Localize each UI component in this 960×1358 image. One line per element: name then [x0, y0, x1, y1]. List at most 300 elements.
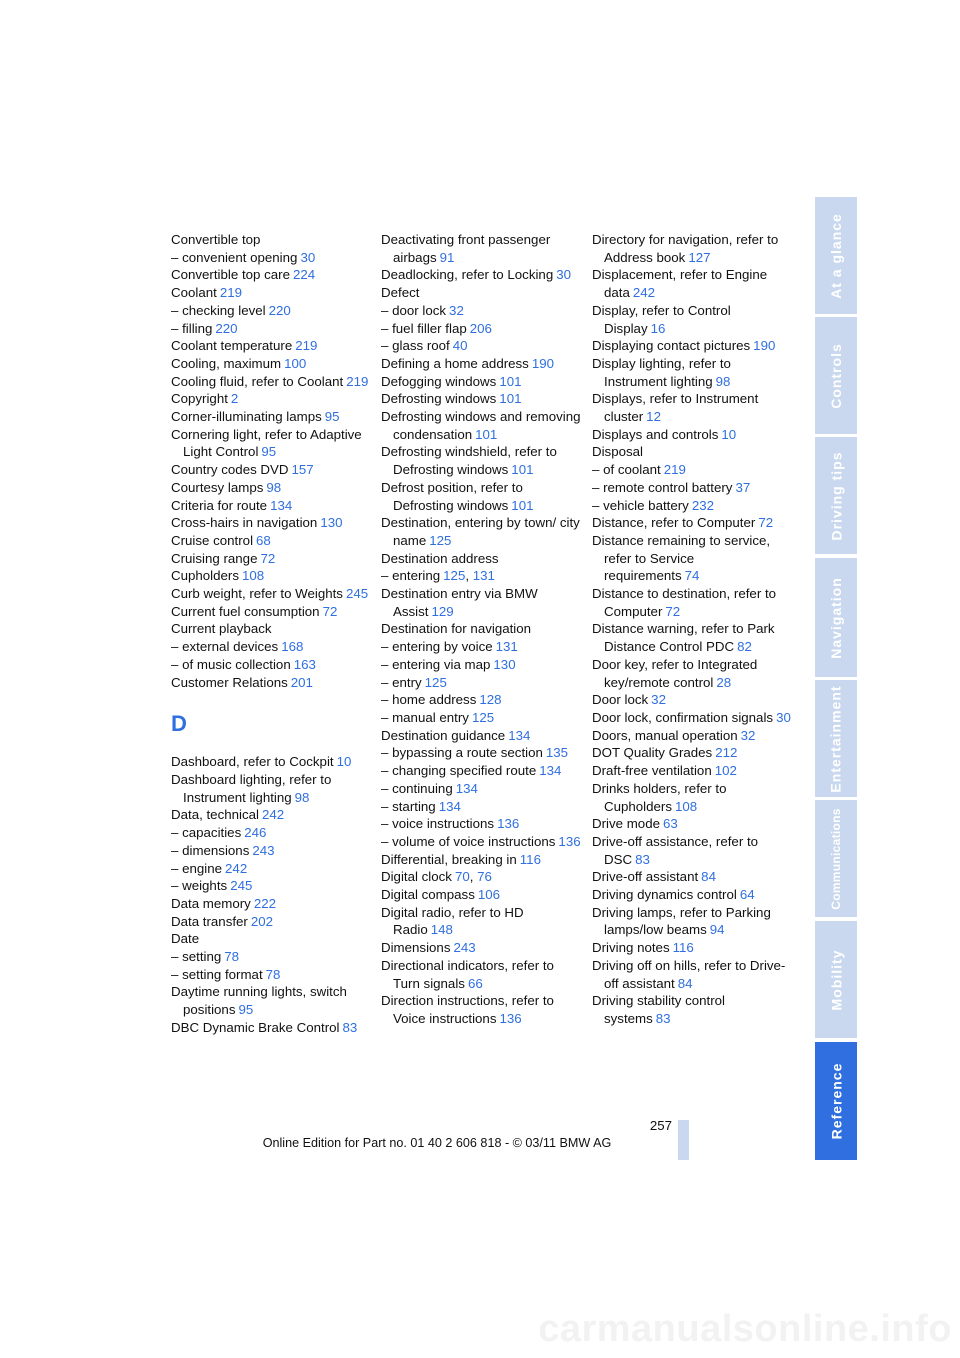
- index-entry: [171, 948, 371, 966]
- index-term: Coolant: [171, 285, 217, 301]
- index-term: – weights: [171, 878, 228, 894]
- index-entry: [592, 762, 792, 780]
- index-entry: [381, 373, 581, 391]
- index-term: Destination, entering by town/ city name: [381, 515, 580, 548]
- tab-label: Driving tips: [828, 450, 845, 541]
- page-link[interactable]: 130: [320, 515, 343, 531]
- index-term: Date: [171, 931, 200, 947]
- page-link[interactable]: 190: [753, 338, 776, 354]
- index-entry: [381, 744, 581, 762]
- index-term: Customer Relations: [171, 674, 288, 690]
- index-term: – entry: [381, 674, 422, 690]
- tab-navigation[interactable]: [815, 558, 857, 677]
- index-term: Copyright: [171, 391, 228, 407]
- index-term: Destination for navigation: [381, 621, 532, 637]
- tab-communications[interactable]: [815, 800, 857, 917]
- page-link[interactable]: 246: [244, 825, 267, 841]
- index-entry: [171, 753, 371, 771]
- index-term: Displaying contact pictures: [592, 338, 751, 354]
- index-term: – engine: [171, 860, 223, 876]
- index-entry: [592, 833, 792, 868]
- page-link[interactable]: 12: [646, 409, 661, 425]
- index-term: Door lock: [592, 692, 649, 708]
- index-entry: [381, 674, 581, 692]
- index-term: Country codes DVD: [171, 462, 289, 478]
- index-entry: [381, 585, 581, 620]
- page-link[interactable]: 128: [479, 692, 502, 708]
- index-entry: [171, 877, 371, 895]
- page-link[interactable]: 82: [737, 639, 752, 655]
- page-link[interactable]: 83: [342, 1019, 358, 1035]
- page-link[interactable]: 101: [475, 426, 498, 442]
- index-term: – filling: [171, 320, 213, 336]
- index-term: Deadlocking, refer to Locking: [381, 267, 554, 283]
- tab-label: Controls: [828, 342, 844, 409]
- page-link[interactable]: , 131: [465, 568, 495, 583]
- page-link[interactable]: 2: [230, 391, 239, 407]
- index-entry: [592, 904, 792, 939]
- index-term: – capacities: [171, 825, 242, 841]
- page-link[interactable]: 10: [721, 426, 737, 442]
- index-entry: [171, 231, 371, 249]
- index-entries: [592, 231, 792, 1028]
- page-link[interactable]: 94: [709, 922, 725, 938]
- tab-entertainment[interactable]: [815, 680, 857, 797]
- index-entry: [592, 620, 792, 655]
- page-link[interactable]: 243: [453, 940, 476, 956]
- index-term: – fuel filler flap: [381, 320, 467, 336]
- index-entry: [171, 514, 371, 532]
- page-link[interactable]: 68: [256, 532, 271, 548]
- index-column-2: [381, 231, 581, 1028]
- page-link[interactable]: 83: [655, 1010, 671, 1026]
- page-link[interactable]: 212: [715, 745, 738, 761]
- page-link[interactable]: 243: [252, 842, 275, 858]
- page-link[interactable]: 66: [467, 975, 483, 991]
- index-term: Digital radio, refer to HD Radio: [381, 904, 524, 938]
- page-link[interactable]: 32: [449, 302, 464, 318]
- index-entry: [171, 842, 371, 860]
- index-term: Criteria for route: [171, 497, 268, 513]
- page-link[interactable]: 106: [477, 887, 501, 903]
- index-term: – convenient opening: [171, 249, 298, 265]
- page-link[interactable]: 74: [684, 568, 700, 584]
- index-term: Disposal: [592, 444, 643, 460]
- index-term: – home address: [381, 692, 477, 708]
- index-term: DOT Quality Grades: [592, 745, 713, 761]
- index-entry: [381, 408, 581, 443]
- page-link[interactable]: 219: [219, 285, 243, 301]
- index-term: Cooling, maximum: [171, 355, 282, 371]
- page-link[interactable]: 168: [281, 639, 304, 655]
- index-entry: [171, 771, 371, 806]
- page-link[interactable]: 10: [336, 754, 352, 770]
- index-term: Cruising range: [171, 550, 258, 566]
- tab-mobility[interactable]: [815, 921, 857, 1038]
- index-entry: [171, 426, 371, 461]
- index-entry: [381, 656, 581, 674]
- index-entry: [171, 266, 371, 284]
- page-link[interactable]: 242: [632, 285, 656, 301]
- index-entry: [592, 727, 792, 745]
- page-link[interactable]: 116: [672, 940, 694, 956]
- watermark: carmanualsonline.info: [538, 1308, 952, 1350]
- index-entry: [171, 860, 371, 878]
- index-term: Dimensions: [381, 940, 451, 956]
- index-term: Drive mode: [592, 816, 660, 832]
- page-link[interactable]: 134: [455, 780, 478, 796]
- index-entry: [592, 497, 792, 515]
- page-link[interactable]: 95: [261, 444, 277, 460]
- index-entry: [592, 957, 792, 992]
- page-number: 257: [649, 1118, 672, 1133]
- index-entry: [171, 824, 371, 842]
- page-link[interactable]: 72: [322, 603, 338, 619]
- index-term: Defrosting windows: [381, 391, 497, 407]
- page-link[interactable]: 101: [511, 462, 534, 478]
- page-link[interactable]: 100: [284, 355, 307, 371]
- index-entry: [171, 656, 371, 674]
- index-entry: [171, 567, 371, 585]
- page-link[interactable]: 131: [495, 639, 518, 655]
- index-entry: [381, 231, 581, 266]
- index-term: Doors, manual operation: [592, 727, 738, 743]
- index-entry: [171, 408, 371, 426]
- index-entry: [171, 461, 371, 479]
- index-entry: [381, 762, 581, 780]
- index-entry: [381, 266, 581, 284]
- index-term: Defogging windows: [381, 373, 497, 389]
- index-term: Data, technical: [171, 807, 259, 823]
- page-link[interactable]: 95: [238, 1002, 254, 1018]
- index-entry: [592, 868, 792, 886]
- index-entry: [381, 798, 581, 816]
- index-term: – checking level: [171, 302, 266, 318]
- tab-label: At a glance: [828, 212, 845, 299]
- page-link[interactable]: 30: [300, 249, 316, 265]
- index-entry: [171, 1019, 371, 1037]
- page-link[interactable]: , 76: [470, 869, 492, 884]
- index-term: Directional indicators, refer to Turn signals: [381, 957, 554, 991]
- page-link[interactable]: 220: [215, 320, 238, 336]
- index-term: – starting: [381, 798, 436, 814]
- index-term: – of coolant: [592, 462, 661, 478]
- page-link[interactable]: 63: [662, 816, 678, 832]
- index-term: – entering via map: [381, 656, 491, 672]
- index-term: Displays and controls: [592, 426, 719, 442]
- index-entry: [381, 514, 581, 549]
- index-entry: [381, 284, 581, 302]
- index-entries-d: [171, 753, 371, 1036]
- index-entry: [381, 479, 581, 514]
- page-link[interactable]: 95: [324, 409, 340, 425]
- index-term: Display lighting, refer to Instrument lighting: [592, 355, 731, 389]
- index-term: – entering by voice: [381, 639, 493, 655]
- index-entry: [592, 709, 792, 727]
- index-term: Driving lamps, refer to Parking lamps/low beams: [592, 904, 771, 938]
- index-term: – continuing: [381, 780, 453, 796]
- index-term: Daytime running lights, switch positions: [171, 984, 347, 1018]
- index-entry: [592, 815, 792, 833]
- page-link[interactable]: 206: [469, 320, 492, 336]
- page-link[interactable]: 72: [665, 603, 681, 619]
- index-entry: [171, 674, 371, 692]
- index-term: – external devices: [171, 639, 279, 655]
- index-term: Door lock, confirmation signals: [592, 709, 774, 725]
- page-link[interactable]: 163: [293, 656, 316, 672]
- page-link[interactable]: 148: [430, 922, 453, 938]
- page-link[interactable]: 222: [253, 895, 276, 911]
- page-link[interactable]: 40: [452, 338, 468, 354]
- index-entry: [171, 550, 371, 568]
- index-term: Defrosting windshield, refer to Defrosting windows: [381, 444, 557, 478]
- edition-footer: Online Edition for Part no. 01 40 2 606 818 - © 03/11 BMW AG: [262, 1136, 612, 1150]
- index-entry: [592, 231, 792, 266]
- page-link[interactable]: 125: [429, 532, 452, 548]
- index-term: – vehicle battery: [592, 497, 689, 513]
- page-link[interactable]: 157: [291, 462, 314, 478]
- page-link[interactable]: 136: [558, 833, 581, 849]
- index-term: Direction instructions, refer to Voice instructions: [381, 993, 554, 1026]
- tab-label: Mobility: [828, 949, 845, 1010]
- page-link[interactable]: 134: [438, 798, 461, 814]
- index-term: Driving off on hills, refer to Drive-off assistant: [592, 957, 786, 991]
- index-term: – glass roof: [381, 338, 450, 354]
- index-entry: [381, 833, 581, 851]
- page-link[interactable]: 70: [454, 869, 470, 885]
- index-term: Driving notes: [592, 940, 670, 956]
- index-entry: [381, 550, 581, 568]
- index-term: Current fuel consumption: [171, 603, 320, 619]
- index-term: Cupholders: [171, 568, 240, 584]
- index-entry: [592, 390, 792, 425]
- index-term: Coolant temperature: [171, 338, 293, 354]
- index-term: – door lock: [381, 302, 447, 318]
- index-entry: [592, 337, 792, 355]
- page-link[interactable]: 78: [224, 949, 240, 965]
- index-entry: [381, 957, 581, 992]
- page-link[interactable]: 232: [691, 497, 715, 513]
- index-term: Curb weight, refer to Weights: [171, 586, 343, 602]
- page-link[interactable]: 127: [688, 249, 711, 265]
- index-term: Digital compass: [381, 887, 475, 903]
- page-link[interactable]: 32: [651, 692, 666, 708]
- page-link[interactable]: 32: [740, 727, 756, 743]
- index-entry: [171, 983, 371, 1018]
- index-term: Distance to destination, refer to Computer: [592, 586, 777, 619]
- index-term: Displays, refer to Instrument cluster: [592, 391, 759, 425]
- index-term: Defrosting windows and removing condensation: [381, 409, 581, 442]
- page-link[interactable]: 84: [677, 975, 693, 991]
- index-term: Defect: [381, 285, 420, 301]
- index-entry: [592, 780, 792, 815]
- page-link[interactable]: 98: [294, 789, 310, 805]
- index-entry: [381, 727, 581, 745]
- index-term: Digital clock: [381, 869, 452, 885]
- index-term: Cross-hairs in navigation: [171, 515, 318, 531]
- index-term: Directory for navigation, refer to Address book: [592, 232, 779, 265]
- page-link[interactable]: 98: [266, 479, 282, 495]
- index-entry: [381, 638, 581, 656]
- index-entry: [171, 966, 371, 984]
- index-entry: [381, 320, 581, 338]
- index-column-1: [171, 231, 371, 1037]
- page-link[interactable]: 130: [493, 656, 516, 672]
- page-link[interactable]: 245: [230, 878, 253, 894]
- page-link[interactable]: 37: [735, 479, 751, 495]
- index-entry: [171, 390, 371, 408]
- index-term: Cooling fluid, refer to Coolant: [171, 373, 344, 389]
- index-term: Displacement, refer to Engine data: [592, 267, 768, 301]
- page-link[interactable]: 78: [265, 966, 281, 982]
- index-term: Data transfer: [171, 913, 248, 929]
- tab-controls[interactable]: [815, 317, 857, 434]
- index-term: Drive-off assistance, refer to DSC: [592, 833, 759, 867]
- page-link[interactable]: 136: [497, 816, 520, 832]
- index-entry: [171, 497, 371, 515]
- index-term: Convertible top care: [171, 267, 290, 283]
- index-term: Driving stability control systems: [592, 993, 726, 1026]
- index-term: – of music collection: [171, 656, 291, 672]
- index-entry: [381, 904, 581, 939]
- page-link[interactable]: 125: [443, 568, 466, 584]
- page-link[interactable]: 102: [714, 763, 737, 779]
- index-entry: [592, 585, 792, 620]
- index-term: – manual entry: [381, 709, 469, 725]
- index-term: – voice instructions: [381, 816, 495, 832]
- chapter-tabs: [815, 197, 857, 1160]
- index-term: Corner-illuminating lamps: [171, 409, 322, 425]
- page-link[interactable]: 108: [675, 798, 698, 814]
- page-link[interactable]: 72: [260, 550, 276, 566]
- page-link[interactable]: 101: [499, 373, 522, 389]
- index-entry: [592, 886, 792, 904]
- page-link[interactable]: 125: [424, 674, 447, 690]
- index-term: Drive-off assistant: [592, 869, 699, 885]
- tab-at-a-glance[interactable]: [815, 197, 857, 314]
- tab-reference[interactable]: [815, 1042, 857, 1160]
- tab-label: Navigation: [828, 576, 845, 659]
- index-entry: [381, 355, 581, 373]
- index-entry: [171, 302, 371, 320]
- index-term: Dashboard, refer to Cockpit: [171, 754, 334, 770]
- page-link[interactable]: 190: [531, 355, 555, 371]
- page-link[interactable]: 91: [439, 249, 455, 265]
- index-entries-c: [171, 231, 371, 691]
- index-term: Destination entry via BMW Assist: [381, 586, 538, 619]
- index-term: Distance warning, refer to Park Distance Control PDC: [592, 621, 775, 655]
- index-term: – setting: [171, 949, 222, 965]
- index-entry: [592, 744, 792, 762]
- page-link[interactable]: 134: [508, 727, 531, 743]
- index-entry: [592, 266, 792, 301]
- page-link[interactable]: 30: [776, 709, 791, 725]
- index-entry: [381, 868, 581, 886]
- page-link[interactable]: 134: [539, 763, 562, 779]
- page-link[interactable]: 64: [739, 887, 755, 903]
- page-link[interactable]: 116: [519, 851, 541, 867]
- index-term: Defining a home address: [381, 355, 529, 371]
- page-link[interactable]: 129: [431, 603, 454, 619]
- page-link[interactable]: 135: [545, 745, 569, 761]
- index-term: – remote control battery: [592, 479, 733, 495]
- index-entry: [171, 638, 371, 656]
- index-term: Destination address: [381, 550, 499, 566]
- page-link[interactable]: 72: [758, 515, 774, 531]
- page-link[interactable]: 16: [650, 320, 666, 336]
- index-term: Differential, breaking in: [381, 851, 517, 867]
- index-entry: [381, 709, 581, 727]
- index-entry: [592, 532, 792, 585]
- page-link[interactable]: 219: [295, 338, 318, 354]
- index-term: Data memory: [171, 895, 251, 911]
- page-link[interactable]: 219: [346, 373, 369, 389]
- index-term: Driving dynamics control: [592, 887, 737, 903]
- index-entry: [592, 514, 792, 532]
- index-entry: [171, 895, 371, 913]
- page-link[interactable]: 219: [663, 462, 686, 478]
- index-term: Courtesy lamps: [171, 479, 264, 495]
- page-link[interactable]: 202: [250, 913, 274, 929]
- tab-driving-tips[interactable]: [815, 437, 857, 554]
- page-link[interactable]: 134: [270, 497, 293, 513]
- index-term: Defrost position, refer to Defrosting windows: [381, 479, 523, 513]
- page-link[interactable]: 245: [345, 586, 369, 602]
- tab-label: Entertainment: [828, 684, 844, 793]
- index-entry: [592, 939, 792, 957]
- page-link[interactable]: 201: [290, 674, 313, 690]
- page-link[interactable]: 84: [701, 869, 716, 885]
- tab-label: Reference: [828, 1062, 845, 1140]
- index-term: – entering: [381, 568, 441, 584]
- page-link[interactable]: 125: [471, 709, 495, 725]
- index-term: Distance remaining to service, refer to Service requirements: [592, 532, 771, 584]
- page-link[interactable]: 83: [635, 851, 650, 867]
- index-entry: [171, 479, 371, 497]
- index-entry: [171, 355, 371, 373]
- index-entry: [171, 806, 371, 824]
- page-link[interactable]: 220: [268, 302, 291, 318]
- page-link[interactable]: 101: [511, 497, 534, 513]
- page-link[interactable]: 224: [293, 267, 316, 283]
- index-entry: [592, 656, 792, 691]
- index-entry: [592, 426, 792, 444]
- index-entry: [381, 691, 581, 709]
- index-entry: [171, 337, 371, 355]
- page-link[interactable]: 30: [556, 267, 572, 283]
- index-entry: [381, 992, 581, 1027]
- index-letter-heading: D: [171, 711, 187, 737]
- index-entry: [171, 249, 371, 267]
- index-entry: [171, 585, 371, 603]
- index-entry: [592, 355, 792, 390]
- page-link[interactable]: 98: [715, 373, 731, 389]
- index-term: Draft-free ventilation: [592, 763, 712, 779]
- page-link[interactable]: 242: [261, 807, 285, 823]
- index-entry: [381, 620, 581, 638]
- index-entry: [381, 851, 581, 869]
- index-term: Drinks holders, refer to Cupholders: [592, 780, 727, 814]
- page-link[interactable]: 101: [499, 391, 522, 407]
- index-entry: [381, 886, 581, 904]
- index-entry: [592, 479, 792, 497]
- page-link[interactable]: 136: [499, 1010, 522, 1026]
- index-term: Cornering light, refer to Adaptive Light Control: [171, 426, 362, 460]
- page-link[interactable]: 108: [242, 568, 265, 584]
- page-link[interactable]: 242: [225, 860, 248, 876]
- index-term: Dashboard lighting, refer to Instrument lighting: [171, 771, 332, 805]
- page-link[interactable]: 28: [716, 674, 732, 690]
